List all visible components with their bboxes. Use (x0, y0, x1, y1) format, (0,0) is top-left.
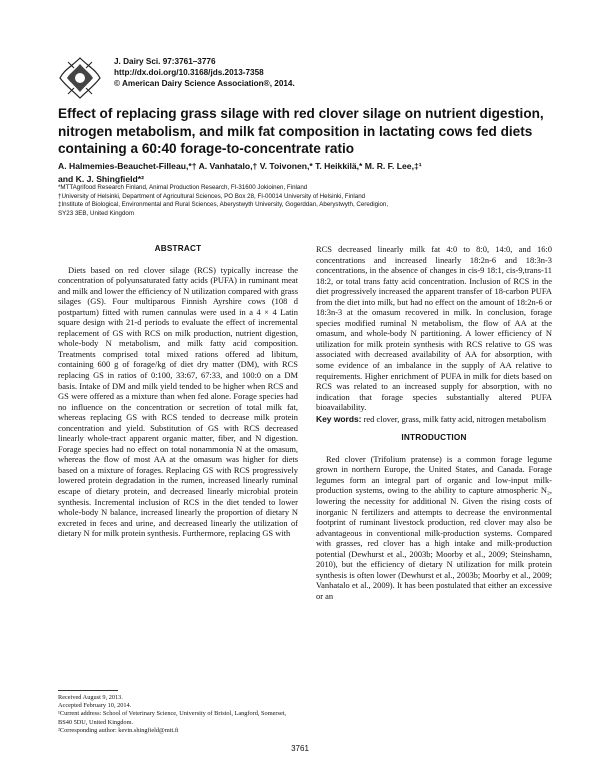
journal-citation: J. Dairy Sci. 97:3761–3776 (114, 57, 216, 66)
article-title: Effect of replacing grass silage with red clover silage on nutrient digestion, nitrogen metabolism, and milk fat composition in lactating cows fed diets containing a 60:40 forage-to-concentrate ratio (58, 106, 544, 156)
abstract-heading: ABSTRACT (154, 244, 202, 253)
footnotes (58, 690, 298, 735)
journal-header (114, 56, 295, 89)
footnote-received: Received August 9, 2013. (58, 694, 123, 701)
introduction-body: Red clover (Trifolium pratense) is a common forage legume grown in northern Europe, the United States, and Canada. Forage legumes form an integral part of organic and low-input milk-production systems, owing to the ability to capture atmospheric N₂, lowering the necessity for additional N. Given the rising costs of inorganic N fertilizers and attempts to decrease the environmental footprint of ruminant livestock production, red clover may also be advantageous in conventional milk-production systems. Compared with grasses, red clover has a high intake and milk-production potential (Dewhurst et al., 2003b; Moorby et al., 2009; Steinshamn, 2010), but the efficiency of dietary N utilization for milk protein synthesis is often lower (Dewhurst et al., 2003b; Moorby et al., 2009; Vanhatalo et al., 2009). It has been postulated that either an excessive or an (316, 453, 552, 601)
left-column (58, 244, 298, 539)
keywords-list: red clover, grass, milk fatty acid, nitrogen metabolism (363, 413, 547, 424)
affiliation-3: ‡Institute of Biological, Environmental and Rural Sciences, Aberystwyth University, Gogerddan, Aberystwyth, Ceredigion, (58, 201, 389, 209)
footnote-accepted: Accepted February 10, 2014. (58, 702, 132, 710)
keywords (316, 414, 552, 425)
affiliations (58, 184, 548, 218)
abstract-body-continued: RCS decreased linearly milk fat 4:0 to 8:0, 14:0, and 16:0 concentrations and increased linearly 18:2n-6 and 18:3n-3 concentrations, in the absence of changes in cis-9 18:1, cis-9,trans-11 18:2, or total trans fatty acid concentration. Inclusion of RCS in the diet progressively increased the apparent transfer of 18-carbon PUFA from the diet into milk, but had no effect on the amount of 18:2n-6 or 18:3n-3 at the omasum recovered in milk. In conclusion, forage species modified ruminal N metabolism, the flow of AA at the omasum, and whole-body N partitioning. A lower efficiency of N utilization for milk protein synthesis with RCS relative to GS was associated with decreased availability of AA for absorption, with some evidence of an imbalance in the supply of AA relative to requirements. Higher enrichment of PUFA in milk for diets based on RCS was related to an increased supply for absorption, with no indication that forage species substantially altered PUFA bioavailability. (316, 244, 552, 413)
author-line-2: and K. J. Shingfield*² (58, 173, 144, 184)
affiliation-1: *MTTAgrifood Research Finland, Animal Production Research, FI-31600 Jokioinen, Finland (58, 184, 308, 191)
copyright-line: © American Dairy Science Association®, 2014. (114, 79, 295, 88)
page-number: 3761 (291, 744, 309, 753)
footnote-rule (58, 690, 118, 691)
introduction-heading: INTRODUCTION (401, 433, 467, 443)
abstract-body: Diets based on red clover silage (RCS) typically increase the concentration of polyunsaturated fatty acids (PUFA) in ruminant meat and milk and lower the efficiency of N utilization compared with grass silages (GS). Four multiparous Finnish Ayrshire cows (108 d postpartum) fitted with rumen cannulas were used in a 4 × 4 Latin square design with 21-d periods to evaluate the effect of incremental replacement of GS with RCS on milk production, nutrient digestion, whole-body N metabolism, and milk fatty acid composition. Treatments comprised total mixed rations offered ad libitum, containing 600 g of forage/kg of diet dry matter (DM), with RCS replacing GS in ratios of 0:100, 33:67, 67:33, and 100:0 on a DM basis. Intake of DM and milk yield tended to be higher when RCS and GS were offered as a mixture than when fed alone. Forage species had no influence on the concentration or secretion of total milk fat, whereas replacing GS with RCS tended to decrease milk protein concentration and yield. Substitution of GS with RCS decreased linearly whole-tract apparent organic matter, fiber, and N digestion. Forage species had no effect on total nonammonia N at the omasum, whereas the flow of most AA at the omasum was higher for diets based on a mixture of forages. Replacing GS with RCS progressively lowered protein degradation in the rumen, increased linearly ruminal escape of dietary protein, and decreased linearly microbial protein synthesis. Incremental inclusion of RCS in the diet tended to lower whole-body N balance, increased linearly the proportion of dietary N excreted in feces and urine, and decreased linearly the utilization of dietary N for milk protein synthesis. Furthermore, replacing GS with (58, 264, 298, 539)
affiliation-3-cont: SY23 3EB, United Kingdom (58, 209, 135, 217)
doi-link[interactable]: http://dx.doi.org/10.3168/jds.2013-7358 (114, 68, 264, 77)
keywords-label: Key words: (316, 413, 362, 424)
footnote-current-address: ¹Current address: School of Veterinary Science, University of Bristol, Langford, Somerset, BS40 5DU, United Kingdom. (58, 710, 287, 726)
author-list (58, 160, 548, 185)
author-line-1: A. Halmemies-Beauchet-Filleau,*† A. Vanhatalo,† V. Toivonen,* T. Heikkilä,* M. R. F. Lee,‡¹ (58, 161, 422, 171)
journal-logo-icon (58, 56, 102, 100)
right-column (316, 244, 552, 602)
footnote-corresponding-author: ²Corresponding author: kevin.shingfield@mtt.fi (58, 726, 179, 734)
affiliation-2: †University of Helsinki, Department of Agricultural Sciences, PO Box 28, FI-00014 University of Helsinki, Finland (58, 192, 366, 200)
